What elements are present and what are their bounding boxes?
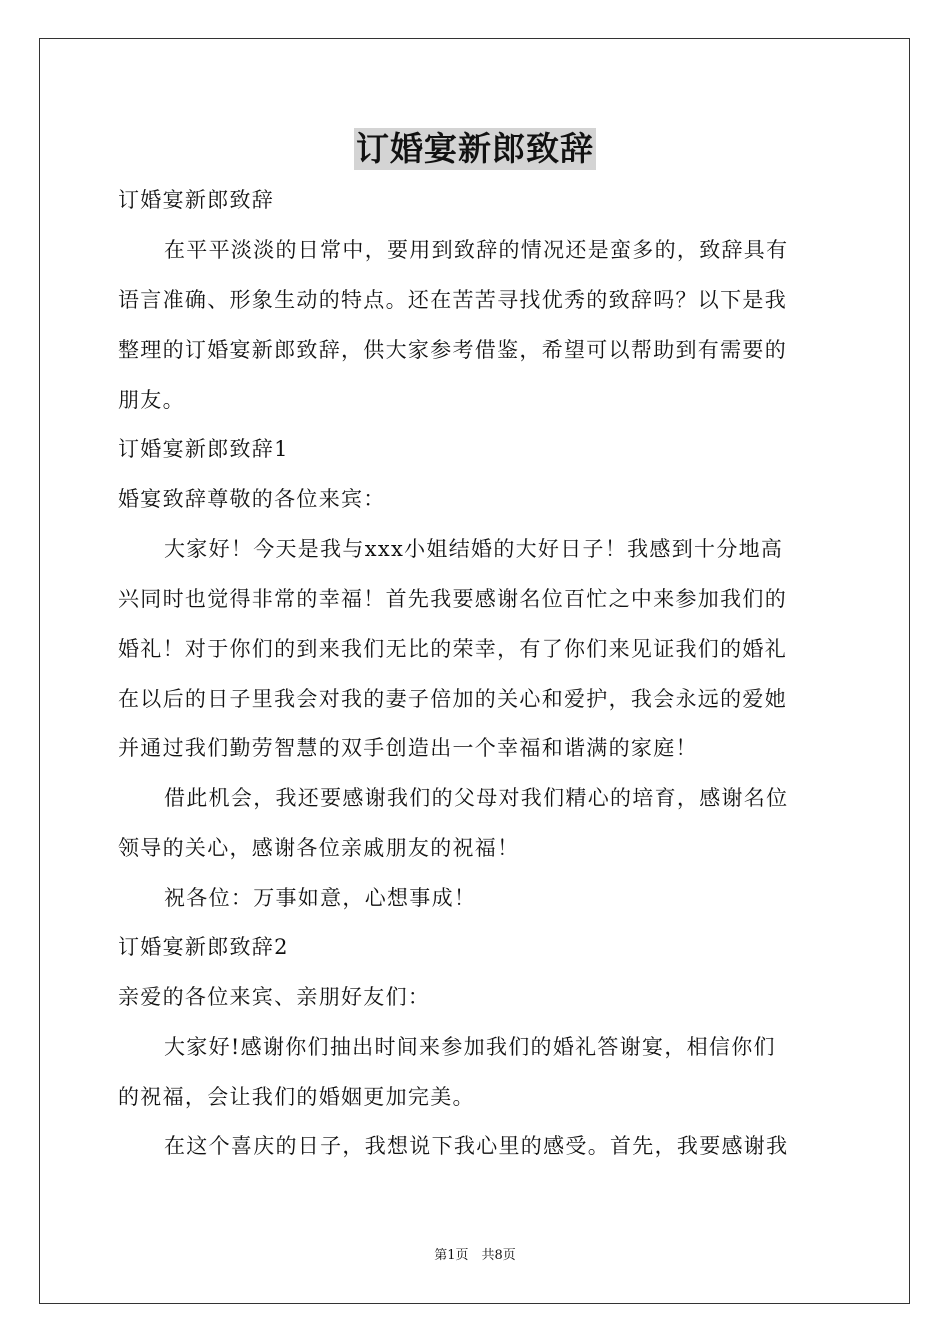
paragraph-line: 婚礼！对于你们的到来我们无比的荣幸，有了你们来见证我们的婚礼 — [118, 637, 787, 661]
page-frame — [39, 38, 910, 1304]
paragraph-line: 整理的订婚宴新郎致辞，供大家参考借鉴，希望可以帮助到有需要的 — [118, 338, 787, 362]
paragraph-line: 亲爱的各位来宾、亲朋好友们： — [118, 985, 431, 1009]
document-title: 订婚宴新郎致辞 — [356, 129, 594, 168]
title-wrap — [0, 128, 950, 170]
paragraph-line: 借此机会，我还要感谢我们的父母对我们精心的培育，感谢名位 — [164, 786, 789, 810]
paragraph-line: 兴同时也觉得非常的幸福！首先我要感谢名位百忙之中来参加我们的 — [118, 587, 787, 611]
paragraph-line: 在平平淡淡的日常中，要用到致辞的情况还是蛮多的，致辞具有 — [164, 238, 789, 262]
paragraph-line: 领导的关心，感谢各位亲戚朋友的祝福！ — [118, 836, 520, 860]
section-heading: 订婚宴新郎致辞2 — [118, 935, 289, 959]
paragraph-line: 并通过我们勤劳智慧的双手创造出一个幸福和谐满的家庭！ — [118, 736, 698, 760]
paragraph-line: 在以后的日子里我会对我的妻子倍加的关心和爱护，我会永远的爱她 — [118, 687, 787, 711]
page-footer: 第1页 共8页 — [434, 1248, 516, 1263]
paragraph-line: 朋友。 — [118, 388, 185, 412]
paragraph-line: 婚宴致辞尊敬的各位来宾： — [118, 487, 386, 511]
paragraph-line: 祝各位：万事如意，心想事成！ — [164, 886, 477, 910]
paragraph-line: 语言准确、形象生动的特点。还在苦苦寻找优秀的致辞吗？以下是我 — [118, 288, 787, 312]
paragraph-line: 大家好！今天是我与xxx小姐结婚的大好日子！我感到十分地高 — [164, 537, 784, 561]
paragraph-line: 大家好!感谢你们抽出时间来参加我们的婚礼答谢宴，相信你们 — [164, 1035, 776, 1059]
section-heading: 订婚宴新郎致辞1 — [118, 437, 289, 461]
paragraph-line: 的祝福，会让我们的婚姻更加完美。 — [118, 1085, 475, 1109]
subtitle-line: 订婚宴新郎致辞 — [118, 188, 275, 212]
paragraph-line: 在这个喜庆的日子，我想说下我心里的感受。首先，我要感谢我 — [164, 1134, 789, 1158]
